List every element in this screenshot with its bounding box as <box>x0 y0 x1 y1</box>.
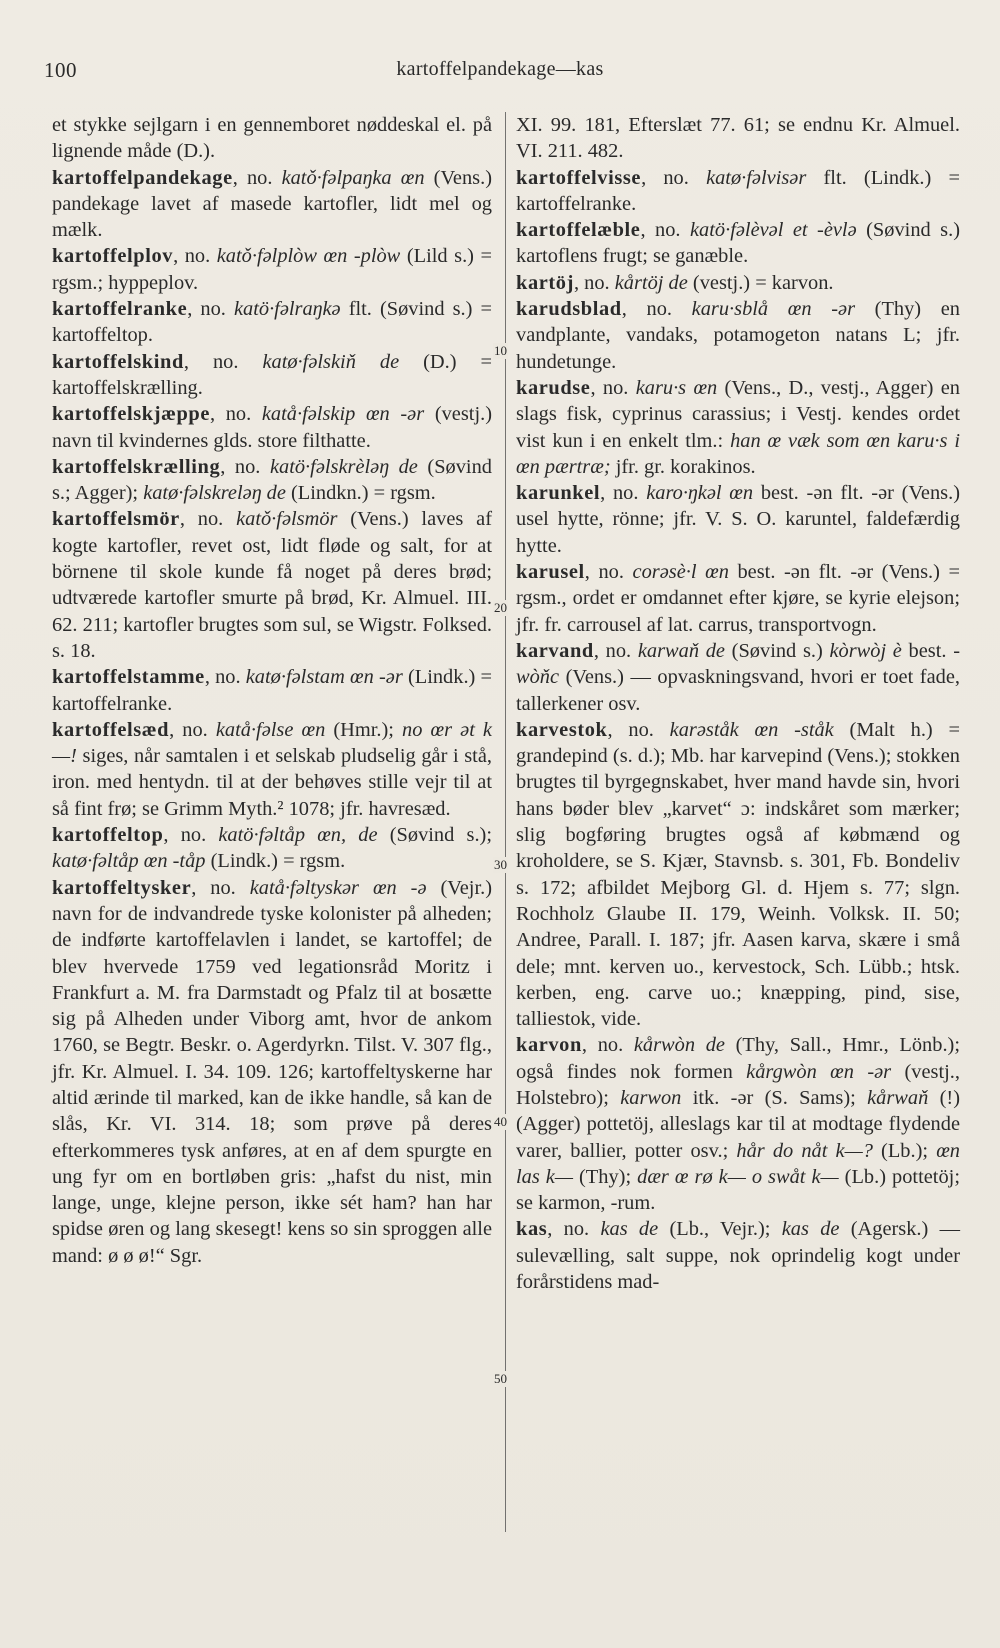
headword: kartoffelstamme <box>52 666 205 689</box>
entry-text: (Thy) en vandplante, vandaks, potamogeton natans L; jfr. hundetunge. <box>516 298 961 373</box>
dictionary-entry <box>52 401 492 454</box>
headword: kartoffelplov <box>52 245 174 268</box>
entry-text: (Søvind s.) kartoflens frugt; se ganæble. <box>516 219 960 268</box>
dictionary-entry <box>52 506 492 664</box>
phonetic-form: kas de <box>781 1218 840 1241</box>
entry-text: (Thy, Sall., Hmr., Lönb.); også findes nok formen <box>516 1034 961 1083</box>
entry-text: (Lindkn.) = rgsm. <box>285 482 436 505</box>
entry-text: et stykke sejlgarn i en gennemboret nøddeskal el. på lignende måde (D.). <box>52 114 492 163</box>
dictionary-entry <box>52 112 492 165</box>
dictionary-entry <box>52 243 492 296</box>
entry-text: , no. <box>607 718 670 741</box>
dictionary-entry <box>52 165 492 244</box>
entry-text: (Malt h.) = grandepind (s. d.); Mb. har karvepind (Vens.); stokken brugtes til byrgegnskabet, hver mand havde sin, hvori hans bøder blev „karvet“ ɔ: indskåret som mærker; slig bogføring brugtes også af købmænd og kroholdere, se S. Kjær, Stavnsb. s. 301, Fb. Bondeliv s. 172; afbildet Mejborg Gl. d. Hjem s. 77; slgn. Rochholz Glaube II. 179, Weinh. Volksk. II. 50; Andree, Parall. I. 187; jfr. Aasen karva, skære i små dele; mnt. kerven uo., kervestock, Sch. Lübb.; htsk. kerben, eng. carve uo.; knæpping, pind, sise, talliestok, vide. <box>516 718 960 1031</box>
phonetic-form: katø·fəltåp œn -tåp <box>52 850 206 873</box>
phonetic-form: karəståk œn -ståk <box>669 718 834 741</box>
entry-text: (Vens.) laves af kogte kartofler, revet ost, lidt fløde og salt, for at börnene til skole kunde få noget på deres brød; udtværede kartofler smurte på brød, Kr. Almuel. III. 62. 211; kartofler brugtes som sul, se Wigstr. Folksed. s. 18. <box>52 508 492 662</box>
dictionary-entry <box>516 296 960 375</box>
entry-text: , no. <box>581 1034 634 1057</box>
phonetic-form: karwaň de <box>637 639 725 662</box>
phonetic-form: katö·fəltåp œn, de <box>218 824 378 847</box>
headword: kartöj <box>516 271 574 294</box>
entry-text: (Hmr.); <box>325 718 403 741</box>
entry-text: (Søvind s.; Agger); <box>52 455 492 505</box>
phonetic-form: karu·sblå œn -ər <box>691 298 856 321</box>
dictionary-entry <box>516 717 960 1033</box>
entry-text: (Lindk.) = rgsm. <box>205 850 346 873</box>
headword: kartoffelsmör <box>52 508 180 531</box>
phonetic-form: hår do nåt k—? <box>736 1139 873 1162</box>
phonetic-form: -wòňc <box>516 639 960 689</box>
headword: karudse <box>516 376 591 399</box>
entry-text: (Lild s.) = rgsm.; hyppeplov. <box>52 245 492 294</box>
phonetic-form: katø·fəlskreləŋ de <box>143 482 286 505</box>
right-column <box>516 112 960 1295</box>
entry-text: , no. <box>584 561 633 584</box>
entry-text: (Vens., D., vestj., Agger) en slags fisk, cyprinus carassius; i Vestj. kendes ordet vist kun i en enkelt tlm.: <box>516 376 960 452</box>
phonetic-form: karu·s œn <box>635 376 718 399</box>
entry-text: , no. <box>169 718 216 741</box>
phonetic-form: katö·fəlèvəl et -èvlə <box>689 219 857 242</box>
dictionary-entry <box>52 717 492 822</box>
phonetic-form: kòrwòj è <box>829 639 902 662</box>
page-header <box>44 58 956 92</box>
entry-text: itk. -ər (S. Sams); <box>681 1086 868 1109</box>
line-number: 10 <box>494 343 507 358</box>
entry-text: (D.) = kartoffelskrælling. <box>52 350 492 399</box>
phonetic-form: karo·ŋkəl œn <box>646 482 754 505</box>
line-number: 50 <box>494 1371 507 1386</box>
phonetic-form: katø·fəlstam œn -ər <box>245 666 403 689</box>
left-column <box>52 112 492 1269</box>
headword: kartoffelskrælling <box>52 455 221 478</box>
phonetic-form: kårwaň <box>867 1086 929 1109</box>
entry-text: (vestj., Holstebro); <box>516 1060 960 1109</box>
phonetic-form: katǒ·fəlsmör <box>236 508 338 531</box>
entry-text: (Thy); <box>573 1165 638 1188</box>
entry-text: , no. <box>573 271 615 294</box>
entry-text: , no. <box>187 298 234 321</box>
phonetic-form: no œr ət k—! <box>52 718 492 768</box>
dictionary-entry <box>52 349 492 402</box>
entry-text: , no. <box>179 508 237 531</box>
entry-text: (Lb.) pottetöj; se karmon, -rum. <box>516 1165 960 1215</box>
phonetic-form: katø·fəlskiň de <box>262 350 400 373</box>
headword: kas <box>516 1218 548 1241</box>
phonetic-form: han œ væk som œn karu·s i œn pærtræ; <box>516 429 960 478</box>
dictionary-entry <box>516 270 960 296</box>
headword: karvestok <box>516 718 608 741</box>
headword: kartoffelranke <box>52 298 188 321</box>
phonetic-form: kårwòn de <box>633 1034 725 1057</box>
headword: kartoffelskind <box>52 350 184 373</box>
entry-text: (Søvind s.) <box>724 639 830 662</box>
dictionary-entry <box>516 1032 960 1216</box>
entry-text: jfr. gr. korakinos. <box>610 455 756 478</box>
entry-text: , no. <box>641 166 707 189</box>
dictionary-entry <box>516 480 960 559</box>
entry-text: , no. <box>210 403 262 426</box>
entry-text: (Vens.) pandekage lavet af masede kartofler, lidt mel og mælk. <box>52 166 492 242</box>
headword: kartoffelskjæppe <box>52 403 210 426</box>
headword: kartoffelsæd <box>52 718 170 741</box>
entry-text: (Søvind s.); <box>377 824 492 847</box>
dictionary-entry <box>516 638 960 717</box>
dictionary-entry <box>52 664 492 717</box>
dictionary-entry <box>52 296 492 349</box>
entry-text: flt. (Søvind s.) = kartoffeltop. <box>52 298 492 347</box>
headword: kartoffeltysker <box>52 876 192 899</box>
entry-text: flt. (Lindk.) = kartoffelranke. <box>516 166 961 215</box>
entry-text: , no. <box>191 876 250 899</box>
line-number: 20 <box>494 600 507 615</box>
headword: karunkel <box>516 482 601 505</box>
headword: karusel <box>516 561 585 584</box>
entry-text: (Vens.) — opvaskningsvand, hvori er toet fade, tallerkener osv. <box>516 666 960 715</box>
phonetic-form: œn las k— <box>516 1139 960 1188</box>
entry-text: , no. <box>204 666 246 689</box>
entry-text: (Lb., Vejr.); <box>658 1218 782 1241</box>
dictionary-entry <box>516 375 960 480</box>
dictionary-entry <box>52 822 492 875</box>
entry-text: (!) (Agger) pottetöj, alleslags kar til at modtage flydende varer, ballier, potter osv.; <box>516 1086 960 1162</box>
phonetic-form: katå·fəltyskər œn -ə <box>249 876 427 899</box>
entry-text: XI. 99. 181, Efterslæt 77. 61; se endnu Kr. Almuel. VI. 211. 482. <box>516 114 960 163</box>
entry-text: , no. <box>173 245 217 268</box>
entry-text: (Lindk.) = kartoffelranke. <box>52 666 493 715</box>
dictionary-entry <box>52 875 492 1269</box>
phonetic-form: katø·fəlvisər <box>706 166 807 189</box>
entry-text: , no. <box>232 166 282 189</box>
phonetic-form: katö·fəlraŋkə <box>233 298 341 321</box>
entry-text: , no. <box>590 376 636 399</box>
headword: kartoffelpandekage <box>52 166 233 189</box>
entry-text: (vestj.) navn til kvindernes glds. store filthatte. <box>52 403 493 452</box>
entry-text: best. -ən flt. -ər (Vens.) = rgsm., ordet er omdannet efter kjøre, se kyrie elejson; jfr. fr. carrousel af lat. carrus, transportvogn. <box>516 561 961 636</box>
phonetic-form: katå·fəlskip œn -ər <box>261 403 425 426</box>
phonetic-form: kårgwòn œn -ər <box>746 1060 892 1083</box>
headword: karvon <box>516 1034 582 1057</box>
dictionary-entry <box>516 217 960 270</box>
phonetic-form: kas de <box>600 1218 659 1241</box>
phonetic-form: katå·fəlse œn <box>215 718 326 741</box>
line-number: 30 <box>494 857 507 872</box>
entry-text: (vestj.) = karvon. <box>687 271 834 294</box>
dictionary-entry <box>52 454 492 507</box>
dictionary-entry <box>516 559 960 638</box>
phonetic-form: katö·fəlskrèləŋ de <box>269 455 418 478</box>
entry-text: , no. <box>163 824 219 847</box>
column-divider <box>505 112 506 1532</box>
entry-text: , no. <box>621 298 692 321</box>
entry-text: best. <box>901 639 954 662</box>
entry-text: , no. <box>547 1218 601 1241</box>
headword: kartoffelæble <box>516 219 641 242</box>
running-head: kartoffelpandekage—kas <box>396 58 604 80</box>
phonetic-form: kårtöj de <box>614 271 688 294</box>
dictionary-entry <box>516 112 960 165</box>
entry-text: (Agersk.) — sulevælling, salt suppe, nok oprindelig kogt under forårstidens mad- <box>516 1218 960 1294</box>
headword: karudsblad <box>516 298 622 321</box>
phonetic-form: katǒ·fəlpaŋka œn <box>281 166 425 189</box>
entry-text: , no. <box>220 455 270 478</box>
phonetic-form: corəsè·l œn <box>632 561 729 584</box>
entry-text: , no. <box>593 639 638 662</box>
entry-text: best. -ən flt. -ər (Vens.) usel hytte, rönne; jfr. V. S. O. karuntel, faldefærdig hytte. <box>516 482 960 557</box>
entry-text: siges, når samtalen i et selskab pludselig går i stå, iron. med hentydn. til at der behøves stille vejr til at så fint frø; se Grimm Myth.² 1078; jfr. havresæd. <box>52 745 492 820</box>
phonetic-form: dær œ rø k— o swåt k— <box>637 1165 839 1188</box>
headword: karvand <box>516 639 594 662</box>
headword: kartoffeltop <box>52 824 164 847</box>
entry-text: , no. <box>183 350 263 373</box>
dictionary-entry <box>516 165 960 218</box>
phonetic-form: katǒ·fəlplòw œn -plòw <box>216 245 401 268</box>
entry-text: (Lb.); <box>872 1139 937 1162</box>
entry-text: (Vejr.) navn for de indvandrede tyske kolonister på alheden; de indførte kartoffelavlen i landet, se kartoffel; de blev hvervede 1759 ved legationsråd Moritz i Frankfurt a. M. fra Darmstadt og Pfalz til at bosætte sig på Alheden under Viborg amt, hvor de ankom 1760, se Begtr. Beskr. o. Agerdyrkn. Tilst. V. 307 flg., jfr. Kr. Almuel. I. 34. 109. 126; kartoffeltyskerne har altid ærinde til marked, kan de ikke handle, så kan de slås, Kr. VI. 314. 18; som prøve på deres efterkommeres tysk anføres, at en af dem spurgte en ung fyr om en bortløben gris: „hafst du nist, min lange, unge, klejne person, ikke sét ham? han har spidse øren og lang skesegt! kens so sin sproggen alle mand: ø ø ø!“ Sgr. <box>52 876 493 1267</box>
phonetic-form: karwon <box>620 1086 682 1109</box>
page-number: 100 <box>44 58 77 82</box>
entry-text: , no. <box>640 219 690 242</box>
headword: kartoffelvisse <box>516 166 642 189</box>
entry-text: , no. <box>600 482 647 505</box>
line-number: 40 <box>494 1114 507 1129</box>
dictionary-entry <box>516 1216 960 1295</box>
